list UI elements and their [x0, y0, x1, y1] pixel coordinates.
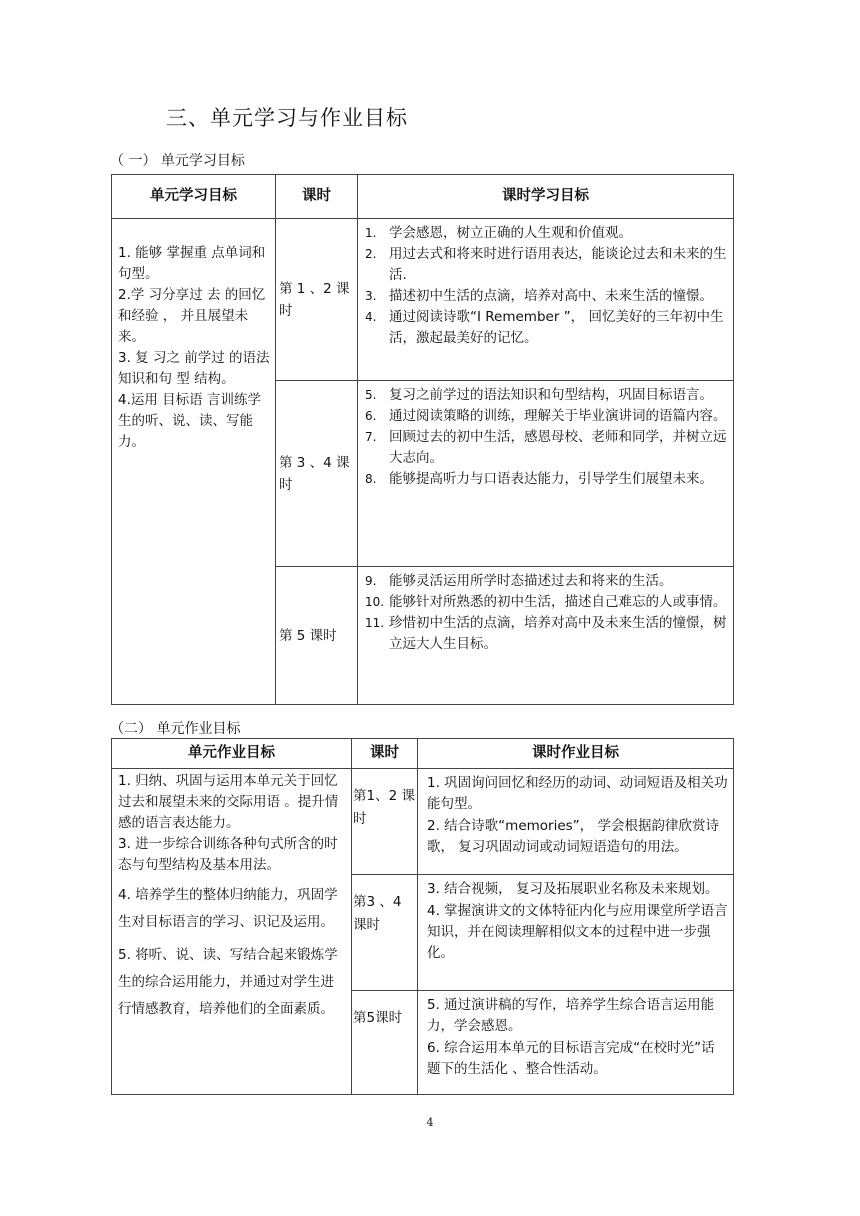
period-cell: 第1、2 课时 — [352, 769, 418, 875]
list-item: 1. 巩固询问回忆和经历的动词、动词短语及相关功能句型。 — [427, 775, 728, 812]
list-item: 9. 能够灵活运用所学时态描述过去和将来的生活。 — [365, 573, 673, 589]
list-item: 6. 通过阅读策略的训练，理解关于毕业演讲词的语篇内容。 — [365, 408, 727, 424]
table-row — [112, 219, 734, 381]
period-cell: 第5课时 — [352, 991, 418, 1095]
table-header-row — [112, 175, 734, 219]
unit-goal-item: 4. 培养学生的整体归纳能力，巩固学生对目标语言的学习、识记及运用。 — [118, 887, 338, 930]
table-header-row — [112, 739, 734, 769]
list-item: 5. 通过演讲稿的写作，培养学生综合语言运用能力，学会感恩。 — [427, 997, 715, 1034]
list-item: 11. 珍惜初中生活的点滴，培养对高中及未来生活的憧憬，树立远大人生目标。 — [365, 615, 727, 652]
period-cell: 第 3 、4 课时 — [276, 381, 358, 567]
unit-goal-item: 5. 将听、说、读、写结合起来锻炼学生的综合运用能力，并通过对学生进行情感教育，培养他们的全面素质。 — [118, 947, 338, 1017]
list-item: 2. 结合诗歌“memories”， 学会根据韵律欣赏诗歌， 复习巩固动词或动词短语造句的用法。 — [427, 818, 719, 855]
header-period-goal: 课时作业目标 — [418, 739, 734, 769]
unit-goal-item: 3. 进一步综合训练各种句式所含的时态与句型结构及基本用法。 — [118, 836, 338, 873]
list-item: 1. 学会感恩，树立正确的人生观和价值观。 — [365, 225, 632, 241]
period-goals-cell — [358, 219, 734, 381]
subsection-title-homework: （二） 单元作业目标 — [110, 721, 241, 737]
list-item: 2. 用过去式和将来时进行语用表达，能谈论过去和未来的生活. — [365, 246, 727, 283]
period-goals-cell — [418, 875, 734, 991]
list-item: 3. 描述初中生活的点滴，培养对高中、未来生活的憧憬。 — [365, 288, 713, 304]
header-unit-goal: 单元学习目标 — [112, 175, 276, 219]
period-goals-cell — [418, 991, 734, 1095]
period-cell: 第 5 课时 — [276, 567, 358, 705]
list-item: 7. 回顾过去的初中生活，感恩母校、老师和同学，并树立远大志向。 — [365, 429, 727, 466]
list-item: 4. 通过阅读诗歌“I Remember ”， 回忆美好的三年初中生活，激起最美好的记忆。 — [365, 309, 724, 346]
period-goals-cell — [358, 381, 734, 567]
header-period: 课时 — [352, 739, 418, 769]
period-goals-cell — [358, 567, 734, 705]
period-cell: 第3 、4 课时 — [352, 875, 418, 991]
unit-goal-item: 4.运用 目标语 言训练学生的听、说、读、写能力。 — [118, 392, 261, 450]
table-row — [112, 769, 734, 875]
list-item: 6. 综合运用本单元的目标语言完成“在校时光”话题下的生活化 、整合性活动。 — [427, 1040, 715, 1077]
header-period-goal: 课时学习目标 — [358, 175, 734, 219]
unit-goal-item: 3. 复 习之 前学过 的语法知识和句 型 结构。 — [118, 350, 270, 387]
unit-goal-item: 1. 归纳、巩固与运用本单元关于回忆过去和展望未来的交际用语 。提升情感的语言表达能力。 — [118, 773, 339, 831]
period-cell: 第 1 、2 课时 — [276, 219, 358, 381]
unit-goal-item: 1. 能够 掌握重 点单词和句型。 — [118, 245, 266, 282]
unit-goals-cell — [112, 769, 352, 1095]
header-period: 课时 — [276, 175, 358, 219]
learning-goals-table — [111, 174, 734, 705]
subsection-title-learning: （ 一） 单元学习目标 — [110, 153, 245, 169]
unit-goals-cell — [112, 219, 276, 705]
list-item: 5. 复习之前学过的语法知识和句型结构，巩固目标语言。 — [365, 387, 713, 403]
homework-goals-table — [111, 738, 734, 1095]
list-item: 3. 结合视频， 复习及拓展职业名称及未来规划。 — [427, 881, 719, 897]
page-number: 4 — [426, 1116, 434, 1129]
header-unit-goal: 单元作业目标 — [112, 739, 352, 769]
unit-goal-item: 2.学 习分享过 去 的回忆和经验 ， 并且展望未来。 — [118, 287, 266, 345]
list-item: 8. 能够提高听力与口语表达能力，引导学生们展望未来。 — [365, 471, 713, 487]
section-heading: 三、单元学习与作业目标 — [166, 106, 408, 130]
period-goals-cell — [418, 769, 734, 875]
list-item: 4. 掌握演讲文的文体特征内化与应用课堂所学语言知识，并在阅读理解相似文本的过程中进一步强化。 — [427, 903, 728, 961]
list-item: 10. 能够针对所熟悉的初中生活，描述自己难忘的人或事情。 — [365, 594, 727, 610]
